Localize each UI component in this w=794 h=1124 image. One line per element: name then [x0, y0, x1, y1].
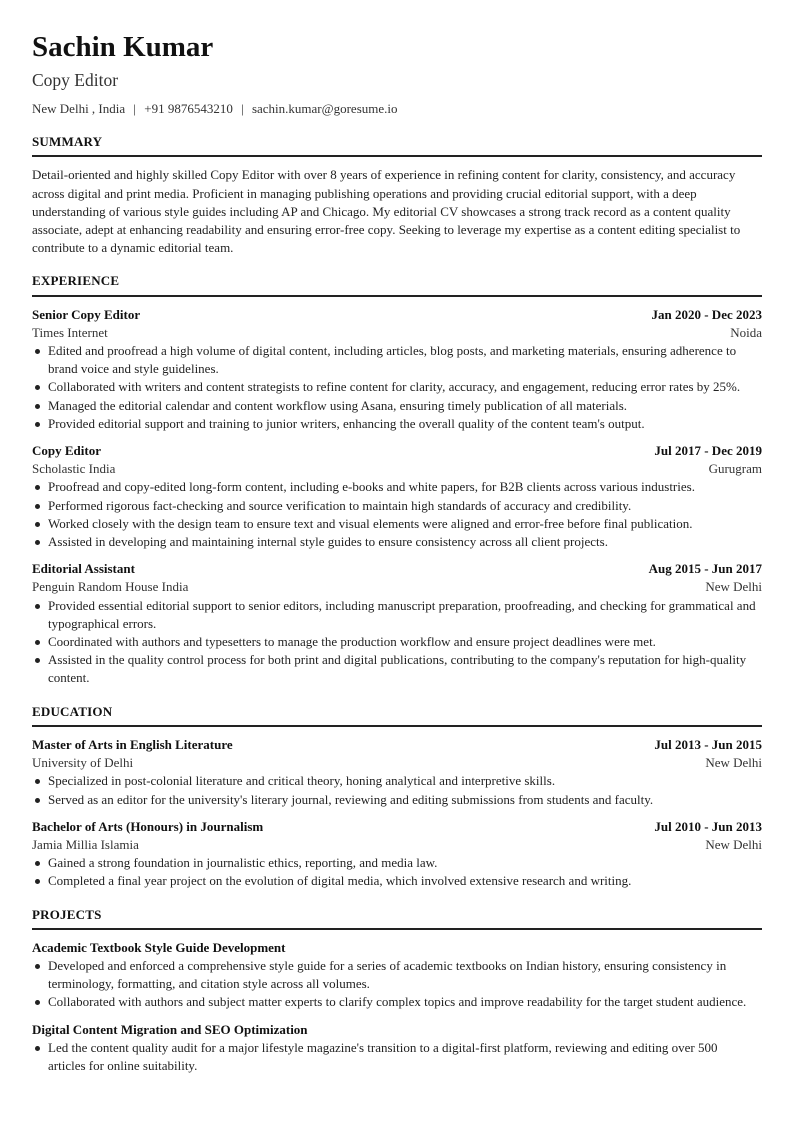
section-title-experience: EXPERIENCE	[32, 272, 762, 296]
candidate-role: Copy Editor	[32, 70, 119, 90]
contact-separator: |	[241, 101, 244, 116]
experience-entry	[32, 442, 762, 551]
bullet-item: Proofread and copy-edited long-form content, including e-books and white papers, for B2B clients across various industries.	[48, 478, 762, 496]
bullet-item: Completed a final year project on the evolution of digital media, which involved extensive research and writing.	[48, 872, 762, 890]
bullet-item: Coordinated with authors and typesetters to manage the production workflow and ensure project deadlines were met.	[48, 633, 762, 651]
job-title: Copy Editor	[32, 443, 101, 459]
project-bullets	[32, 1039, 762, 1075]
contact-email[interactable]: sachin.kumar@goresume.io	[251, 101, 398, 116]
degree-title: Bachelor of Arts (Honours) in Journalism	[32, 818, 264, 834]
project-name: Digital Content Migration and SEO Optimization	[32, 1021, 308, 1037]
company-name: Scholastic India	[32, 461, 116, 477]
school-name: Jamia Millia Islamia	[32, 836, 139, 852]
company-name: Times Internet	[32, 324, 108, 340]
bullet-item: Collaborated with authors and subject matter experts to clarify complex topics and improve readability for the target student audience.	[48, 993, 762, 1011]
school-location: New Delhi	[705, 836, 762, 852]
bullet-item: Developed and enforced a comprehensive style guide for a series of academic textbooks on Indian history, ensuring consistency in terminology, formatting, and citation style across all volumes.	[48, 957, 762, 993]
contact-location: New Delhi , India	[32, 101, 126, 116]
education-dates: Jul 2013 - Jun 2015	[654, 736, 762, 752]
bullet-item: Assisted in the quality control process for both print and digital publications, contributing to the company's reputation for high-quality content.	[48, 651, 762, 687]
company-name: Penguin Random House India	[32, 579, 189, 595]
job-dates: Aug 2015 - Jun 2017	[648, 561, 762, 577]
job-bullets	[32, 478, 762, 551]
project-bullets	[32, 957, 762, 1012]
degree-title: Master of Arts in English Literature	[32, 736, 233, 752]
project-entry	[32, 1021, 762, 1076]
job-bullets	[32, 597, 762, 688]
job-location: Gurugram	[708, 461, 762, 477]
project-name: Academic Textbook Style Guide Development	[32, 939, 286, 955]
education-entry	[32, 818, 762, 891]
summary-text: Detail-oriented and highly skilled Copy Editor with over 8 years of experience in refining content for clarity, consistency, and accuracy across digital and print media. Proficient in managing publishing operations and providing crucial editorial support, with a deep understanding of various style guides including AP and Chicago. My editorial CV showcases a strong track record as a content quality associate, adept at enhancing readability and ensuring error-free copy. Seeking to leverage my expertise as a content editing specialist to contribute to a dynamic editorial team.	[32, 167, 741, 256]
school-name: University of Delhi	[32, 755, 134, 771]
candidate-name: Sachin Kumar	[32, 31, 214, 63]
bullet-item: Assisted in developing and maintaining internal style guides to ensure consistency across all client projects.	[48, 533, 762, 551]
school-location: New Delhi	[705, 755, 762, 771]
job-dates: Jan 2020 - Dec 2023	[651, 306, 762, 322]
job-location: Noida	[730, 324, 762, 340]
education-dates: Jul 2010 - Jun 2013	[654, 818, 762, 834]
bullet-item: Managed the editorial calendar and content workflow using Asana, ensuring timely publication of all materials.	[48, 397, 762, 415]
job-title: Senior Copy Editor	[32, 306, 141, 322]
bullet-item: Gained a strong foundation in journalistic ethics, reporting, and media law.	[48, 854, 762, 872]
contact-separator: |	[133, 101, 136, 116]
job-dates: Jul 2017 - Dec 2019	[654, 443, 762, 459]
experience-entry	[32, 306, 762, 433]
bullet-item: Served as an editor for the university's literary journal, reviewing and editing submissions from students and faculty.	[48, 791, 762, 809]
contact-phone: +91 9876543210	[144, 101, 233, 116]
bullet-item: Worked closely with the design team to ensure text and visual elements were aligned and error-free before final publication.	[48, 515, 762, 533]
education-entry	[32, 736, 762, 809]
bullet-item: Collaborated with writers and content strategists to refine content for clarity, accuracy, and engagement, reducing error rates by 25%.	[48, 378, 762, 396]
contact-line	[32, 100, 762, 118]
bullet-item: Provided editorial support and training to junior writers, enhancing the overall quality of the content team's output.	[48, 415, 762, 433]
section-title-education: EDUCATION	[32, 703, 762, 727]
section-title-summary: SUMMARY	[32, 133, 762, 157]
project-entry	[32, 939, 762, 1012]
bullet-item: Specialized in post-colonial literature and critical theory, honing analytical and interpretive skills.	[48, 772, 762, 790]
job-title: Editorial Assistant	[32, 561, 135, 577]
bullet-item: Provided essential editorial support to senior editors, including manuscript preparation, proofreading, and checking for grammatical and typographical errors.	[48, 597, 762, 633]
job-location: New Delhi	[705, 579, 762, 595]
experience-entry	[32, 560, 762, 687]
bullet-item: Led the content quality audit for a major lifestyle magazine's transition to a digital-first platform, reviewing and editing over 500 articles for online suitability.	[48, 1039, 762, 1075]
bullet-item: Edited and proofread a high volume of digital content, including articles, blog posts, and marketing materials, ensuring adherence to brand voice and style guidelines.	[48, 342, 762, 378]
education-bullets	[32, 772, 762, 808]
bullet-item: Performed rigorous fact-checking and source verification to maintain high standards of accuracy and credibility.	[48, 497, 762, 515]
education-bullets	[32, 854, 762, 890]
job-bullets	[32, 342, 762, 433]
section-title-projects: PROJECTS	[32, 906, 762, 930]
